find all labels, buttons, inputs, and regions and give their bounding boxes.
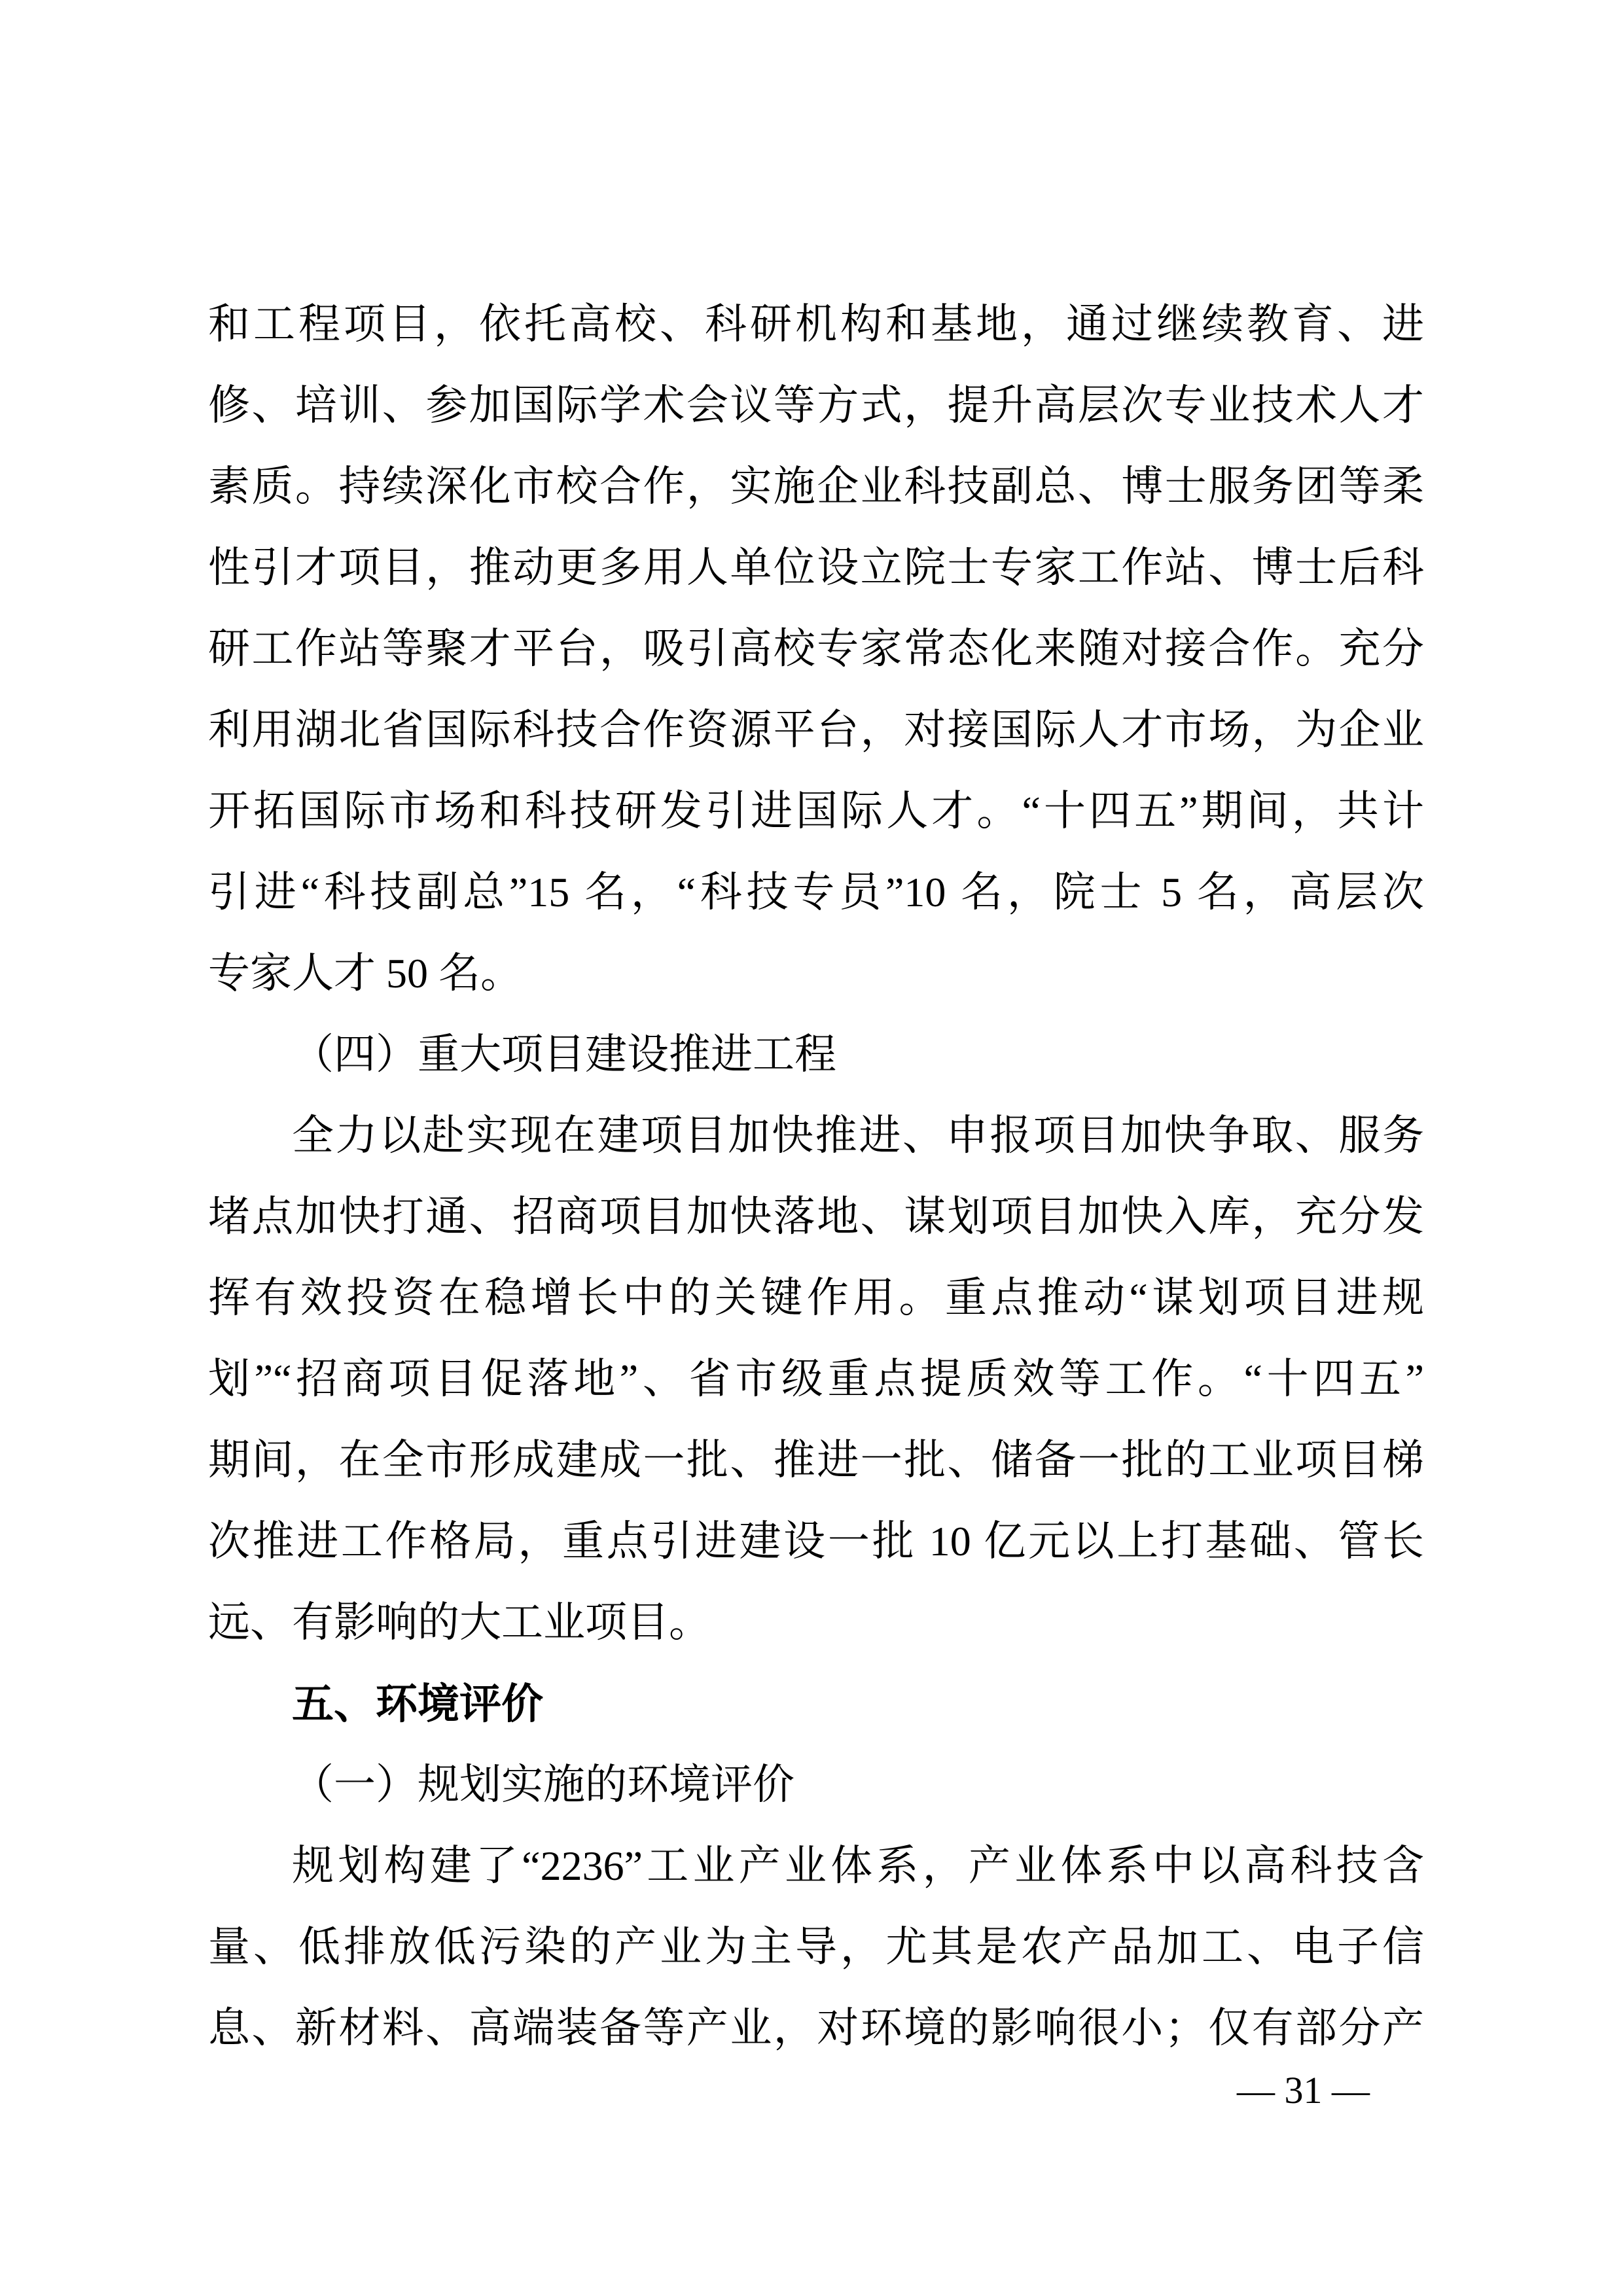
text-line-17: 远、有影响的大工业项目。 [208, 1599, 711, 1646]
text-line-16: 次推进工作格局，重点引进建设一批 10 亿元以上打基础、管长 [208, 1518, 1424, 1564]
text-line-6: 利用湖北省国际科技合作资源平台，对接国际人才市场，为企业 [208, 707, 1424, 753]
text-line-20: 规划构建了“2236”工业产业体系，产业体系中以高科技含 [292, 1843, 1424, 1889]
text-line-8: 引进“科技副总”15 名，“科技专员”10 名，院士 5 名，高层次 [208, 869, 1424, 915]
text-line-10: （四）重大项目建设推进工程 [292, 1031, 836, 1078]
text-line-21: 量、低排放低污染的产业为主导，尤其是农产品加工、电子信 [208, 1924, 1424, 1970]
text-line-11: 全力以赴实现在建项目加快推进、申报项目加快争取、服务 [292, 1112, 1424, 1159]
text-line-9: 专家人才 50 名。 [208, 950, 522, 997]
text-line-7: 开拓国际市场和科技研发引进国际人才。“十四五”期间，共计 [208, 788, 1424, 834]
text-line-1: 和工程项目，依托高校、科研机构和基地，通过继续教育、进 [208, 301, 1424, 347]
text-line-2: 修、培训、参加国际学术会议等方式，提升高层次专业技术人才 [208, 382, 1424, 429]
text-line-13: 挥有效投资在稳增长中的关键作用。重点推动“谋划项目进规 [208, 1275, 1424, 1321]
text-line-22: 息、新材料、高端装备等产业，对环境的影响很小；仅有部分产 [208, 2005, 1424, 2051]
text-line-3: 素质。持续深化市校合作，实施企业科技副总、博士服务团等柔 [208, 463, 1424, 510]
text-line-18: 五、环境评价 [292, 1680, 543, 1727]
text-line-4: 性引才项目，推动更多用人单位设立院士专家工作站、博士后科 [208, 544, 1424, 591]
text-line-5: 研工作站等聚才平台，吸引高校专家常态化来随对接合作。充分 [208, 626, 1424, 672]
page-number: — 31 — [1237, 2069, 1370, 2111]
text-block [208, 284, 1424, 2069]
text-line-15: 期间，在全市形成建成一批、推进一批、储备一批的工业项目梯 [208, 1437, 1424, 1483]
text-line-19: （一）规划实施的环境评价 [292, 1761, 794, 1808]
text-line-14: 划”“招商项目促落地”、省市级重点提质效等工作。“十四五” [208, 1356, 1424, 1402]
text-line-12: 堵点加快打通、招商项目加快落地、谋划项目加快入库，充分发 [208, 1193, 1424, 1240]
